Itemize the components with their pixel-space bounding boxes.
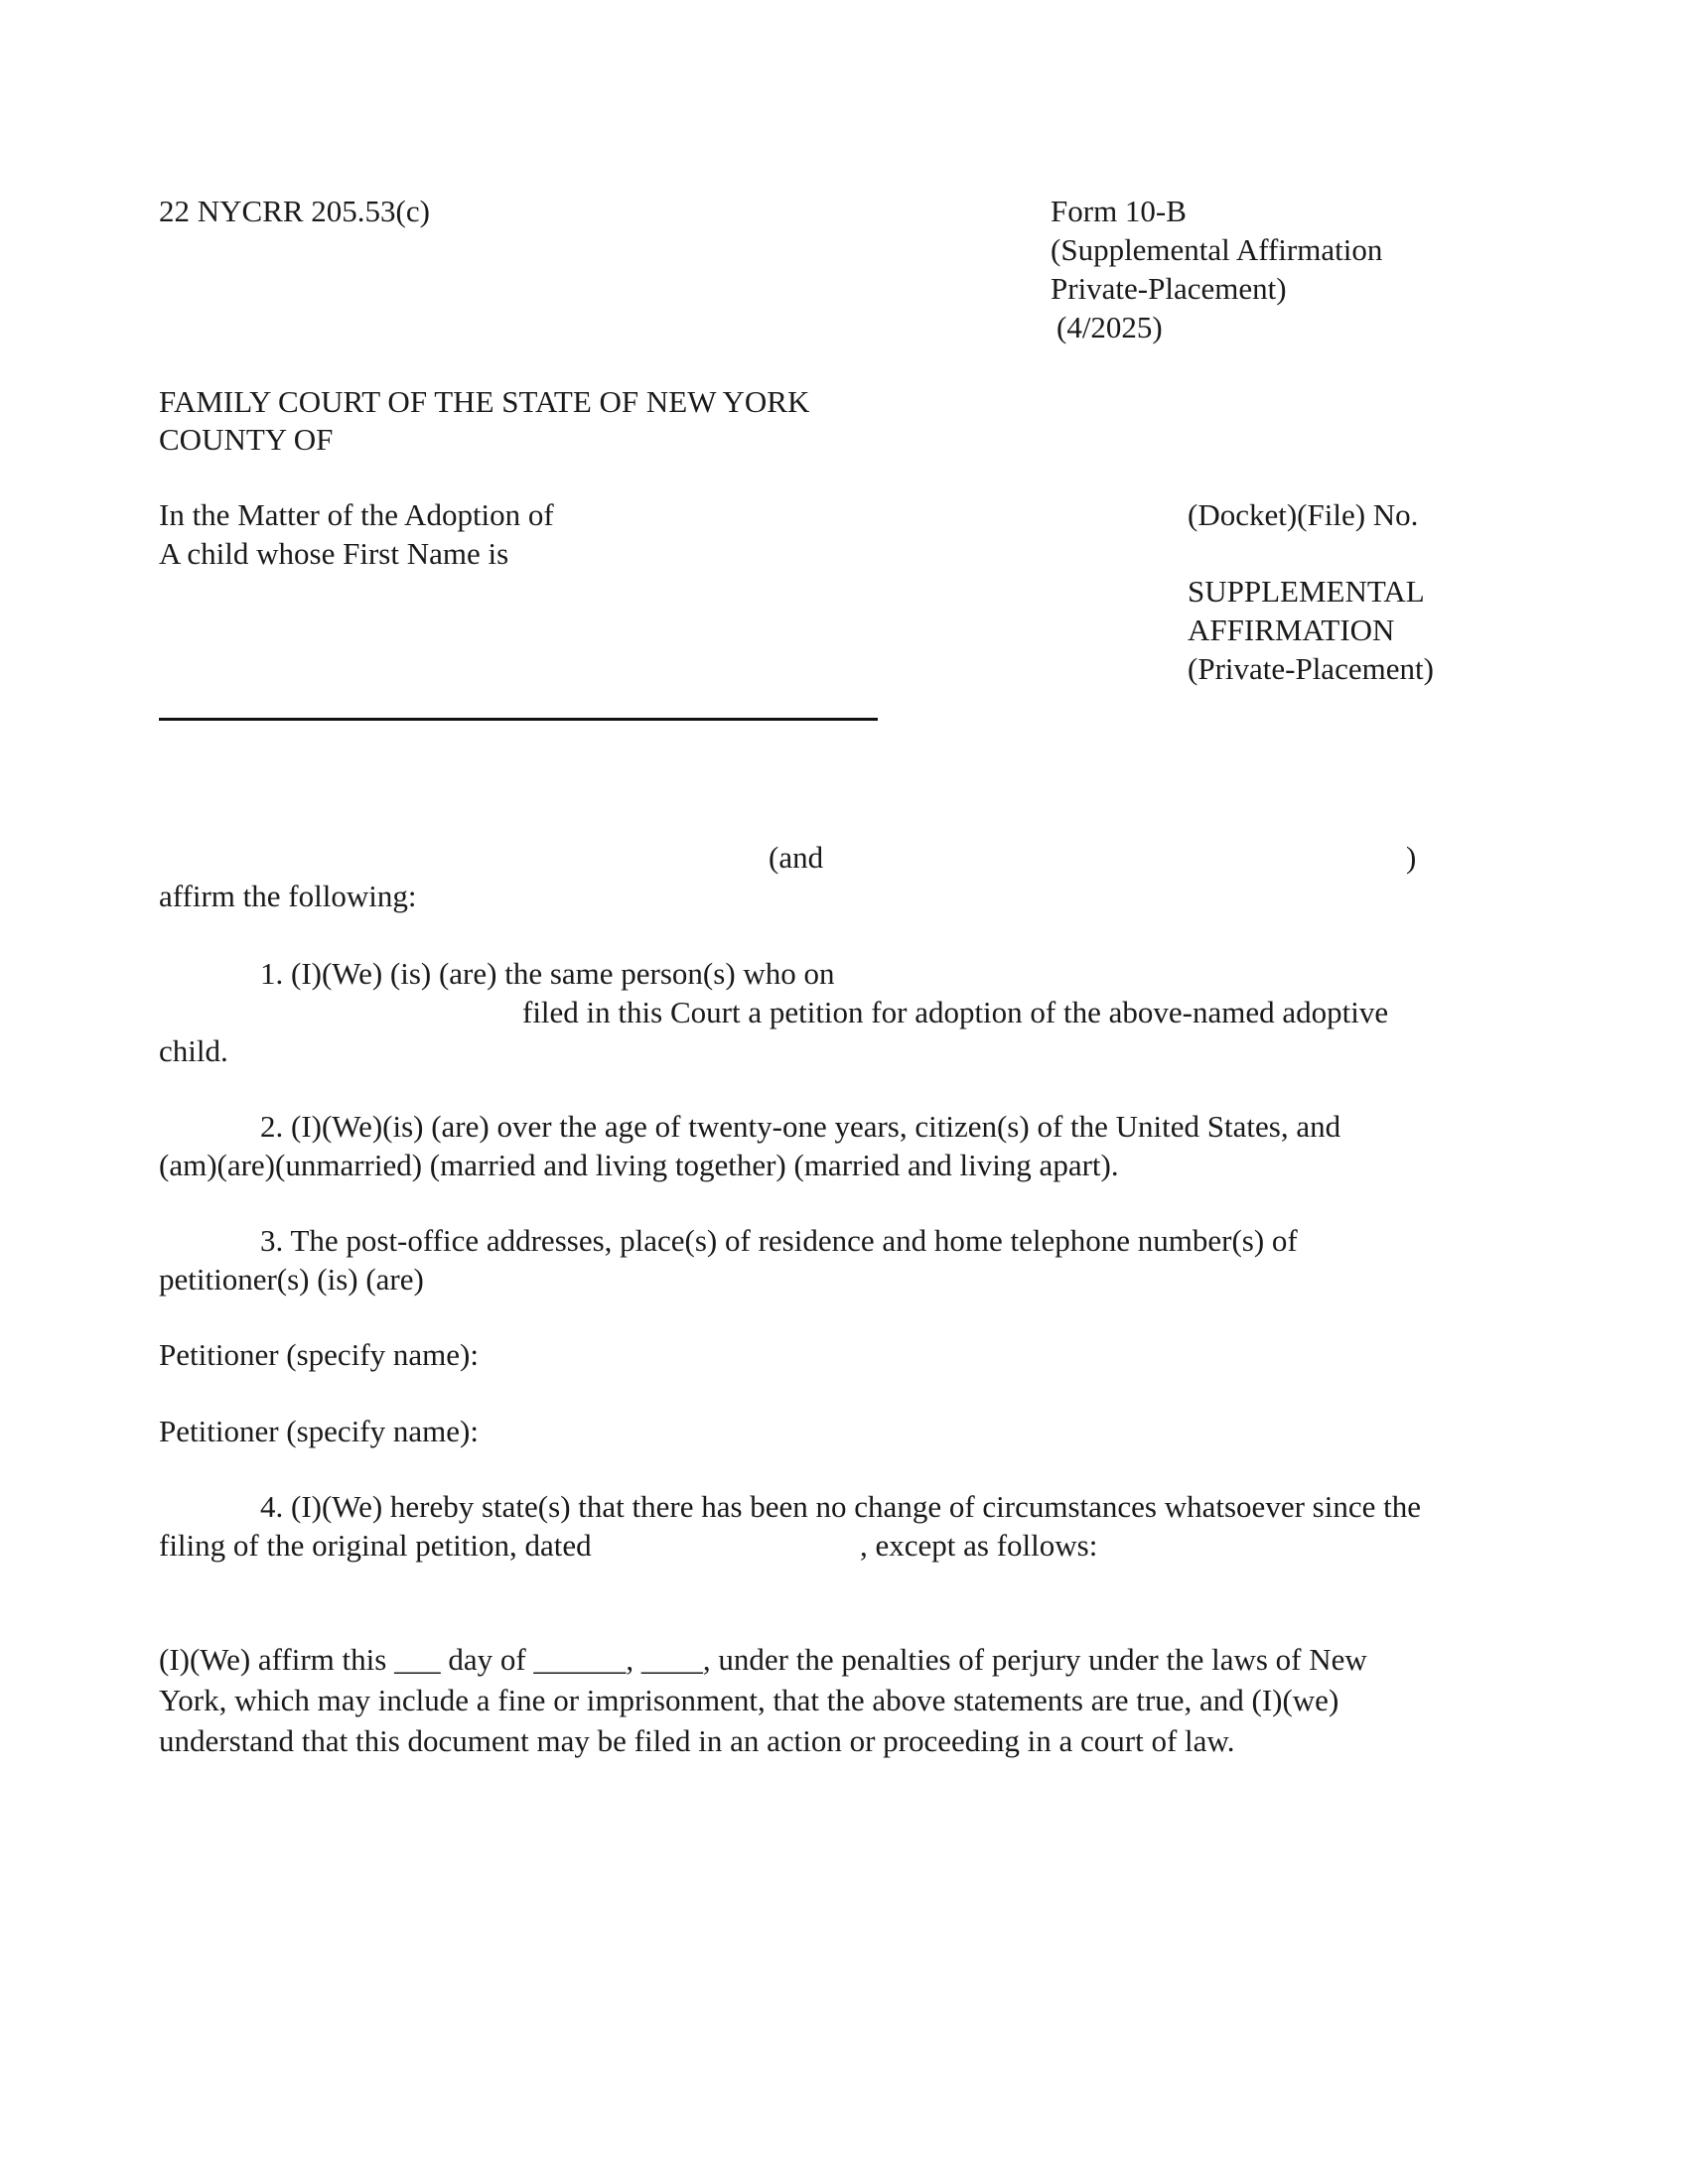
- doc-title-line2: AFFIRMATION: [1188, 613, 1395, 647]
- doc-title-line3: (Private-Placement): [1188, 651, 1434, 686]
- petitioner-1-label: Petitioner (specify name):: [159, 1337, 479, 1372]
- paragraph-4-line1: 4. (I)(We) hereby state(s) that there has been no change of circumstances whatsoever since the: [260, 1489, 1421, 1524]
- paragraph-1-line3: child.: [159, 1033, 228, 1068]
- petitioner-2-label: Petitioner (specify name):: [159, 1414, 479, 1448]
- matter-line1: In the Matter of the Adoption of: [159, 497, 554, 532]
- affirm-following: affirm the following:: [159, 879, 417, 913]
- paragraph-3-line1: 3. The post-office addresses, place(s) of residence and home telephone number(s) of: [260, 1223, 1298, 1258]
- caption-signature-line: [159, 718, 878, 721]
- paragraph-1-line1: 1. (I)(We) (is) (are) the same person(s) who on: [260, 956, 835, 991]
- matter-line2: A child whose First Name is: [159, 536, 509, 571]
- form-number: Form 10-B: [1051, 194, 1187, 228]
- form-date: (4/2025): [1056, 310, 1163, 344]
- form-name-line2: Private-Placement): [1051, 271, 1287, 306]
- form-name-line1: (Supplemental Affirmation: [1051, 232, 1383, 267]
- court-name: FAMILY COURT OF THE STATE OF NEW YORK: [159, 384, 810, 419]
- paragraph-1-line2: filed in this Court a petition for adoption of the above-named adoptive: [522, 995, 1389, 1029]
- doc-title-line1: SUPPLEMENTAL: [1188, 574, 1425, 609]
- paragraph-4-except: , except as follows:: [860, 1528, 1098, 1563]
- affirmation-line2: York, which may include a fine or imprisonment, that the above statements are true, and (I)(we): [159, 1683, 1339, 1717]
- affirmant-close-paren: ): [1406, 840, 1417, 875]
- affirmant-and: (and: [769, 840, 824, 875]
- affirmation-line3: understand that this document may be filed in an action or proceeding in a court of law.: [159, 1723, 1235, 1758]
- docket-label: (Docket)(File) No.: [1188, 497, 1419, 532]
- paragraph-4-line2: filing of the original petition, dated: [159, 1528, 592, 1563]
- paragraph-2-line2: (am)(are)(unmarried) (married and living together) (married and living apart).: [159, 1148, 1119, 1182]
- court-county: COUNTY OF: [159, 422, 334, 457]
- affirmation-line1: (I)(We) affirm this ___ day of ______, ____, under the penalties of perjury under the laws of New: [159, 1642, 1367, 1677]
- paragraph-2-line1: 2. (I)(We)(is) (are) over the age of twenty-one years, citizen(s) of the United States, and: [260, 1109, 1341, 1144]
- rule-citation: 22 NYCRR 205.53(c): [159, 194, 430, 228]
- paragraph-3-line2: petitioner(s) (is) (are): [159, 1262, 424, 1297]
